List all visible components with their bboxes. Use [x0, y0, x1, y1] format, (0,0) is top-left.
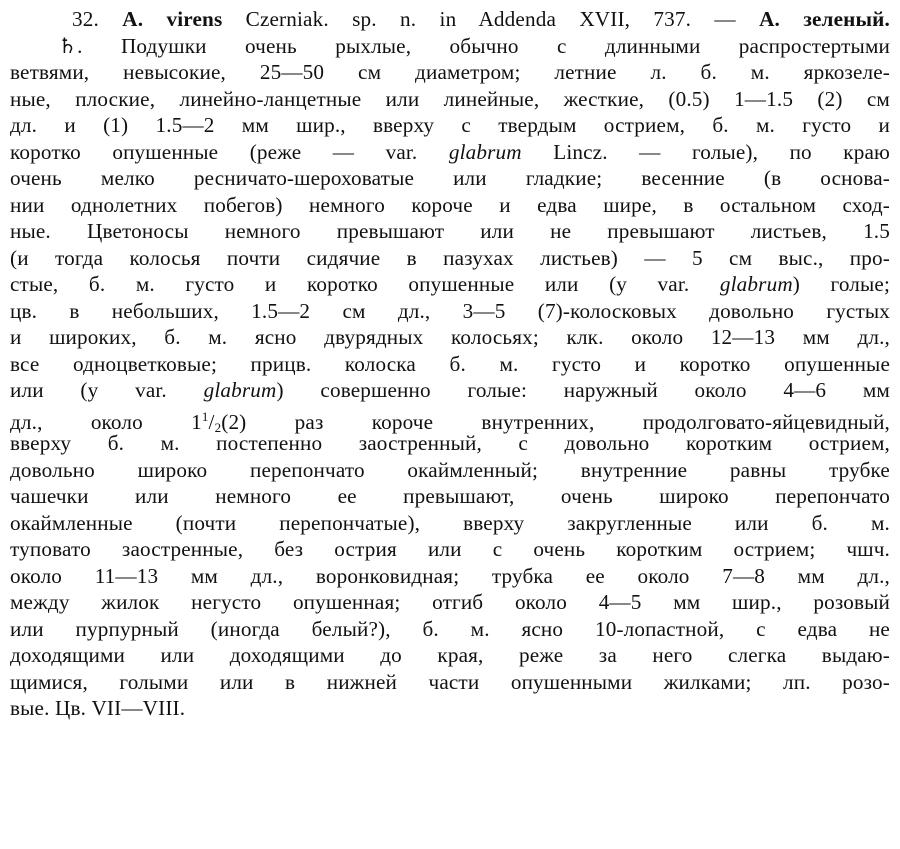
- text-line-6: очень мелко ресничато-шероховатые или гладкие; весенние (в основа-: [10, 166, 890, 190]
- text-line-12: и широких, б. м. ясно двурядных колосьях; клк. около 12—13 мм дл.,: [10, 325, 890, 349]
- text-line-4: дл. и (1) 1.5—2 мм шир., вверху с твердым острием, б. м. густо и: [10, 113, 890, 137]
- text-line-26: вые. Цв. VII—VIII.: [10, 696, 186, 720]
- text-line-21: около 11—13 мм дл., воронковидная; трубка ее около 7—8 мм дл.,: [10, 563, 890, 588]
- variety-name: glabrum: [203, 378, 277, 402]
- text-line-20: туповато заостренные, без острия или с очень коротким острием; чшч.: [10, 537, 890, 561]
- entry-heading: [10, 6, 890, 33]
- authority: Czerniak. sp. n. in Addenda XVII, 737. —: [245, 7, 736, 31]
- text-line-5: коротко опушенные (реже — var. glabrum Lincz. — голые), по краю: [10, 139, 891, 164]
- variety-name: glabrum: [719, 272, 793, 296]
- variety-name: glabrum: [448, 139, 522, 164]
- text-line-25: щимися, голыми или в нижней части опушенными жилками; лп. розо-: [10, 669, 890, 694]
- text-line-11: цв. в небольших, 1.5—2 см дл., 3—5 (7)-колосковых довольно густых: [10, 298, 890, 323]
- text-line-2: ветвями, невысокие, 25—50 см диаметром; летние л. б. м. яркозеле-: [10, 60, 890, 84]
- text-line-14: или (у var. glabrum) совершенно голые: наружный около 4—6 мм: [10, 378, 890, 402]
- text-line-17: довольно широко перепончато окаймленный; внутренние равны трубке: [10, 457, 890, 482]
- text-line-19: окаймленные (почти перепончатые), вверху закругленные или б. м.: [10, 510, 890, 535]
- text-line-10: стые, б. м. густо и коротко опушенные или (у var. glabrum) голые;: [10, 272, 890, 296]
- text-line-18: чашечки или немного ее превышают, очень широко перепончато: [10, 484, 890, 508]
- text-line-15: дл., около $1^1/_2(2)$ раз короче внутренних, продолговато-яйцевидный,: [10, 408, 890, 435]
- text-line-24: доходящими или доходящими до края, реже за него слегка выдаю-: [10, 643, 890, 667]
- text-line-22: между жилок негусто опушенная; отгиб около 4—5 мм шир., розовый: [10, 590, 890, 614]
- text-line-3: ные, плоские, линейно-ланцетные или линейные, жесткие, (0.5) 1—1.5 (2) см: [10, 86, 890, 111]
- text-line-8: ные. Цветоносы немного превышают или не превышают листьев, 1.5: [10, 219, 890, 243]
- text-line-23: или пурпурный (иногда белый?), б. м. ясно 10-лопастной, с едва не: [10, 616, 890, 641]
- text-line-16: вверху б. м. постепенно заостренный, с довольно коротким острием,: [10, 431, 890, 455]
- life-form-symbol: ♄: [58, 33, 78, 58]
- entry-number: 32.: [72, 7, 99, 31]
- text-line-1: ♄. Подушки очень рыхлые, обычно с длинными распростертыми: [58, 33, 890, 58]
- text-line-13: все одноцветковые; прицв. колоска б. м. густо и коротко опушенные: [10, 351, 890, 376]
- text-line-7: нии однолетних побегов) немного короче и едва шире, в остальном сход-: [10, 192, 890, 217]
- genus-abbrev: A.: [122, 7, 144, 31]
- text-line-9: (и тогда колосья почти сидячие в пазухах листьев) — 5 см выс., про-: [10, 245, 890, 270]
- species-name: virens: [166, 7, 223, 31]
- russian-name: А. зеленый.: [759, 7, 890, 31]
